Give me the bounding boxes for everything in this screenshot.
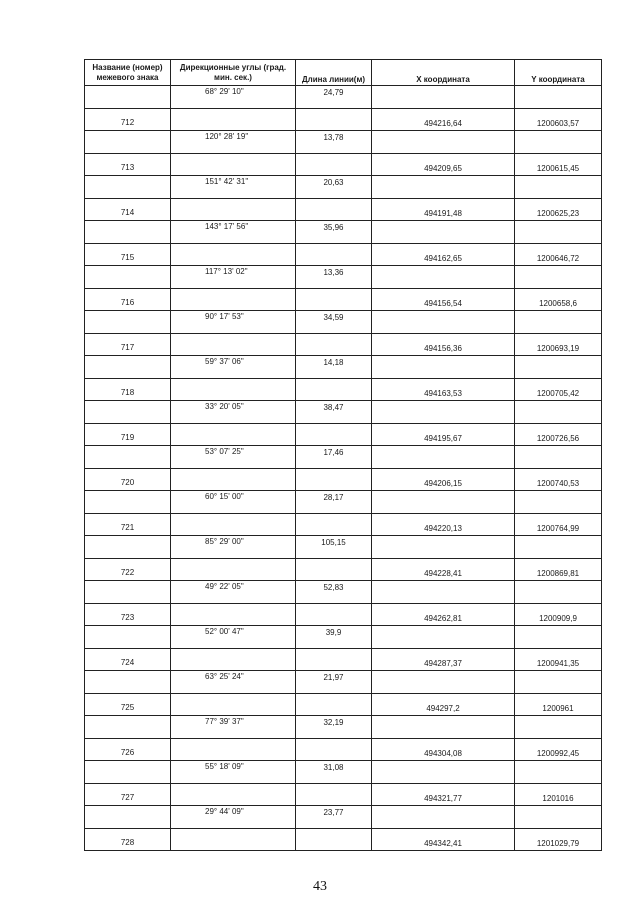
- segment-row: [85, 536, 602, 559]
- segment-name-cell: [85, 86, 171, 109]
- point-name-cell: 717: [85, 333, 171, 356]
- point-length-cell: [296, 288, 372, 311]
- y-coordinate-cell: 1200705,42: [515, 378, 602, 401]
- direction-angle-cell: 63° 25' 24": [171, 671, 296, 694]
- segment-x-cell: [372, 266, 515, 289]
- segment-x-cell: [372, 626, 515, 649]
- point-length-cell: [296, 108, 372, 131]
- segment-name-cell: [85, 581, 171, 604]
- segment-name-cell: [85, 626, 171, 649]
- point-name-cell: 715: [85, 243, 171, 266]
- x-coordinate-cell: 494287,37: [372, 648, 515, 671]
- point-length-cell: [296, 648, 372, 671]
- y-coordinate-cell: 1200740,53: [515, 468, 602, 491]
- point-angle-cell: [171, 603, 296, 626]
- line-length-cell: 23,77: [296, 806, 372, 829]
- segment-name-cell: [85, 671, 171, 694]
- segment-name-cell: [85, 131, 171, 154]
- y-coordinate-cell: 1201016: [515, 783, 602, 806]
- x-coordinate-cell: 494321,77: [372, 783, 515, 806]
- point-row: [85, 423, 602, 446]
- segment-row: [85, 221, 602, 244]
- point-name-cell: 720: [85, 468, 171, 491]
- segment-row: [85, 356, 602, 379]
- segment-name-cell: [85, 446, 171, 469]
- x-coordinate-cell: 494162,65: [372, 243, 515, 266]
- point-row: [85, 243, 602, 266]
- segment-x-cell: [372, 581, 515, 604]
- segment-x-cell: [372, 176, 515, 199]
- segment-x-cell: [372, 86, 515, 109]
- point-length-cell: [296, 693, 372, 716]
- direction-angle-cell: 55° 18' 09": [171, 761, 296, 784]
- segment-y-cell: [515, 761, 602, 784]
- segment-name-cell: [85, 761, 171, 784]
- point-row: [85, 828, 602, 851]
- segment-name-cell: [85, 806, 171, 829]
- point-row: [85, 558, 602, 581]
- segment-row: [85, 626, 602, 649]
- direction-angle-cell: 52° 00' 47": [171, 626, 296, 649]
- segment-y-cell: [515, 716, 602, 739]
- y-coordinate-cell: 1200693,19: [515, 333, 602, 356]
- point-row: [85, 288, 602, 311]
- segment-y-cell: [515, 806, 602, 829]
- point-length-cell: [296, 333, 372, 356]
- point-length-cell: [296, 468, 372, 491]
- y-coordinate-cell: 1200726,56: [515, 423, 602, 446]
- segment-x-cell: [372, 716, 515, 739]
- direction-angle-cell: 143° 17' 56": [171, 221, 296, 244]
- point-row: [85, 693, 602, 716]
- segment-row: [85, 86, 602, 109]
- line-length-cell: 13,78: [296, 131, 372, 154]
- point-name-cell: 714: [85, 198, 171, 221]
- point-row: [85, 333, 602, 356]
- y-coordinate-cell: 1200658,6: [515, 288, 602, 311]
- y-coordinate-cell: 1200992,45: [515, 738, 602, 761]
- x-coordinate-cell: 494209,65: [372, 153, 515, 176]
- point-name-cell: 723: [85, 603, 171, 626]
- segment-name-cell: [85, 266, 171, 289]
- point-row: [85, 468, 602, 491]
- line-length-cell: 20,63: [296, 176, 372, 199]
- segment-name-cell: [85, 311, 171, 334]
- x-coordinate-cell: 494156,36: [372, 333, 515, 356]
- x-coordinate-cell: 494228,41: [372, 558, 515, 581]
- header-y-coordinate: Y координата: [515, 60, 602, 86]
- segment-name-cell: [85, 356, 171, 379]
- point-angle-cell: [171, 828, 296, 851]
- segment-x-cell: [372, 671, 515, 694]
- direction-angle-cell: 90° 17' 53": [171, 311, 296, 334]
- segment-x-cell: [372, 761, 515, 784]
- segment-name-cell: [85, 716, 171, 739]
- point-name-cell: 728: [85, 828, 171, 851]
- segment-name-cell: [85, 401, 171, 424]
- line-length-cell: 52,83: [296, 581, 372, 604]
- segment-x-cell: [372, 446, 515, 469]
- point-length-cell: [296, 153, 372, 176]
- y-coordinate-cell: 1200909,9: [515, 603, 602, 626]
- segment-x-cell: [372, 356, 515, 379]
- table-body: [85, 86, 602, 851]
- point-length-cell: [296, 603, 372, 626]
- line-length-cell: 31,08: [296, 761, 372, 784]
- segment-x-cell: [372, 131, 515, 154]
- segment-row: [85, 446, 602, 469]
- coordinates-table: [84, 59, 602, 851]
- segment-row: [85, 491, 602, 514]
- segment-y-cell: [515, 356, 602, 379]
- segment-y-cell: [515, 221, 602, 244]
- direction-angle-cell: 120° 28' 19": [171, 131, 296, 154]
- line-length-cell: 17,46: [296, 446, 372, 469]
- line-length-cell: 39,9: [296, 626, 372, 649]
- segment-y-cell: [515, 581, 602, 604]
- point-angle-cell: [171, 153, 296, 176]
- point-name-cell: 719: [85, 423, 171, 446]
- segment-y-cell: [515, 86, 602, 109]
- header-direction-angle: Дирекционные углы (град. мин. сек.): [171, 60, 296, 86]
- line-length-cell: 32,19: [296, 716, 372, 739]
- direction-angle-cell: 117° 13' 02": [171, 266, 296, 289]
- segment-x-cell: [372, 221, 515, 244]
- line-length-cell: 35,96: [296, 221, 372, 244]
- segment-name-cell: [85, 176, 171, 199]
- segment-row: [85, 671, 602, 694]
- segment-y-cell: [515, 401, 602, 424]
- direction-angle-cell: 68° 29' 10": [171, 86, 296, 109]
- point-length-cell: [296, 198, 372, 221]
- segment-row: [85, 401, 602, 424]
- point-row: [85, 603, 602, 626]
- line-length-cell: 13,36: [296, 266, 372, 289]
- header-row: [85, 60, 602, 86]
- point-length-cell: [296, 243, 372, 266]
- x-coordinate-cell: 494191,48: [372, 198, 515, 221]
- direction-angle-cell: 53° 07' 25": [171, 446, 296, 469]
- point-row: [85, 153, 602, 176]
- point-angle-cell: [171, 108, 296, 131]
- x-coordinate-cell: 494220,13: [372, 513, 515, 536]
- y-coordinate-cell: 1201029,79: [515, 828, 602, 851]
- segment-x-cell: [372, 806, 515, 829]
- line-length-cell: 21,97: [296, 671, 372, 694]
- point-length-cell: [296, 423, 372, 446]
- direction-angle-cell: 49° 22' 05": [171, 581, 296, 604]
- point-angle-cell: [171, 558, 296, 581]
- segment-y-cell: [515, 491, 602, 514]
- point-length-cell: [296, 783, 372, 806]
- point-row: [85, 783, 602, 806]
- y-coordinate-cell: 1200646,72: [515, 243, 602, 266]
- point-length-cell: [296, 558, 372, 581]
- point-name-cell: 716: [85, 288, 171, 311]
- y-coordinate-cell: 1200869,81: [515, 558, 602, 581]
- y-coordinate-cell: 1200961: [515, 693, 602, 716]
- point-name-cell: 725: [85, 693, 171, 716]
- x-coordinate-cell: 494156,54: [372, 288, 515, 311]
- segment-row: [85, 716, 602, 739]
- page-number: 43: [313, 879, 327, 894]
- point-row: [85, 198, 602, 221]
- direction-angle-cell: 59° 37' 06": [171, 356, 296, 379]
- x-coordinate-cell: 494163,53: [372, 378, 515, 401]
- point-row: [85, 513, 602, 536]
- segment-y-cell: [515, 536, 602, 559]
- segment-name-cell: [85, 536, 171, 559]
- x-coordinate-cell: 494195,67: [372, 423, 515, 446]
- point-row: [85, 648, 602, 671]
- x-coordinate-cell: 494206,15: [372, 468, 515, 491]
- direction-angle-cell: 60° 15' 00": [171, 491, 296, 514]
- segment-row: [85, 266, 602, 289]
- segment-y-cell: [515, 176, 602, 199]
- segment-x-cell: [372, 401, 515, 424]
- point-row: [85, 378, 602, 401]
- segment-row: [85, 131, 602, 154]
- point-name-cell: 724: [85, 648, 171, 671]
- direction-angle-cell: 29° 44' 09": [171, 806, 296, 829]
- segment-x-cell: [372, 536, 515, 559]
- segment-row: [85, 761, 602, 784]
- point-angle-cell: [171, 198, 296, 221]
- line-length-cell: 14,18: [296, 356, 372, 379]
- segment-y-cell: [515, 311, 602, 334]
- point-angle-cell: [171, 648, 296, 671]
- point-angle-cell: [171, 783, 296, 806]
- point-name-cell: 713: [85, 153, 171, 176]
- point-angle-cell: [171, 333, 296, 356]
- line-length-cell: 105,15: [296, 536, 372, 559]
- point-name-cell: 712: [85, 108, 171, 131]
- point-name-cell: 727: [85, 783, 171, 806]
- segment-row: [85, 311, 602, 334]
- x-coordinate-cell: 494216,64: [372, 108, 515, 131]
- x-coordinate-cell: 494297,2: [372, 693, 515, 716]
- y-coordinate-cell: 1200625,23: [515, 198, 602, 221]
- segment-name-cell: [85, 221, 171, 244]
- direction-angle-cell: 33° 20' 05": [171, 401, 296, 424]
- point-row: [85, 738, 602, 761]
- point-angle-cell: [171, 288, 296, 311]
- segment-row: [85, 806, 602, 829]
- segment-y-cell: [515, 131, 602, 154]
- y-coordinate-cell: 1200941,35: [515, 648, 602, 671]
- segment-row: [85, 176, 602, 199]
- segment-y-cell: [515, 671, 602, 694]
- point-name-cell: 722: [85, 558, 171, 581]
- point-name-cell: 721: [85, 513, 171, 536]
- point-length-cell: [296, 378, 372, 401]
- segment-y-cell: [515, 446, 602, 469]
- header-point-name: Название (номер) межевого знака: [85, 60, 171, 86]
- point-angle-cell: [171, 378, 296, 401]
- point-angle-cell: [171, 243, 296, 266]
- point-length-cell: [296, 513, 372, 536]
- point-angle-cell: [171, 513, 296, 536]
- line-length-cell: 38,47: [296, 401, 372, 424]
- direction-angle-cell: 151° 42' 31": [171, 176, 296, 199]
- point-length-cell: [296, 828, 372, 851]
- segment-x-cell: [372, 491, 515, 514]
- segment-name-cell: [85, 491, 171, 514]
- y-coordinate-cell: 1200603,57: [515, 108, 602, 131]
- point-name-cell: 726: [85, 738, 171, 761]
- point-angle-cell: [171, 423, 296, 446]
- segment-row: [85, 581, 602, 604]
- header-line-length: Длина линии(м): [296, 60, 372, 86]
- segment-x-cell: [372, 311, 515, 334]
- point-angle-cell: [171, 693, 296, 716]
- y-coordinate-cell: 1200764,99: [515, 513, 602, 536]
- x-coordinate-cell: 494262,81: [372, 603, 515, 626]
- line-length-cell: 28,17: [296, 491, 372, 514]
- point-length-cell: [296, 738, 372, 761]
- line-length-cell: 34,59: [296, 311, 372, 334]
- direction-angle-cell: 85° 29' 00": [171, 536, 296, 559]
- point-angle-cell: [171, 468, 296, 491]
- line-length-cell: 24,79: [296, 86, 372, 109]
- header-x-coordinate: X координата: [372, 60, 515, 86]
- point-row: [85, 108, 602, 131]
- y-coordinate-cell: 1200615,45: [515, 153, 602, 176]
- x-coordinate-cell: 494304,08: [372, 738, 515, 761]
- point-name-cell: 718: [85, 378, 171, 401]
- segment-y-cell: [515, 266, 602, 289]
- point-angle-cell: [171, 738, 296, 761]
- segment-y-cell: [515, 626, 602, 649]
- x-coordinate-cell: 494342,41: [372, 828, 515, 851]
- direction-angle-cell: 77° 39' 37": [171, 716, 296, 739]
